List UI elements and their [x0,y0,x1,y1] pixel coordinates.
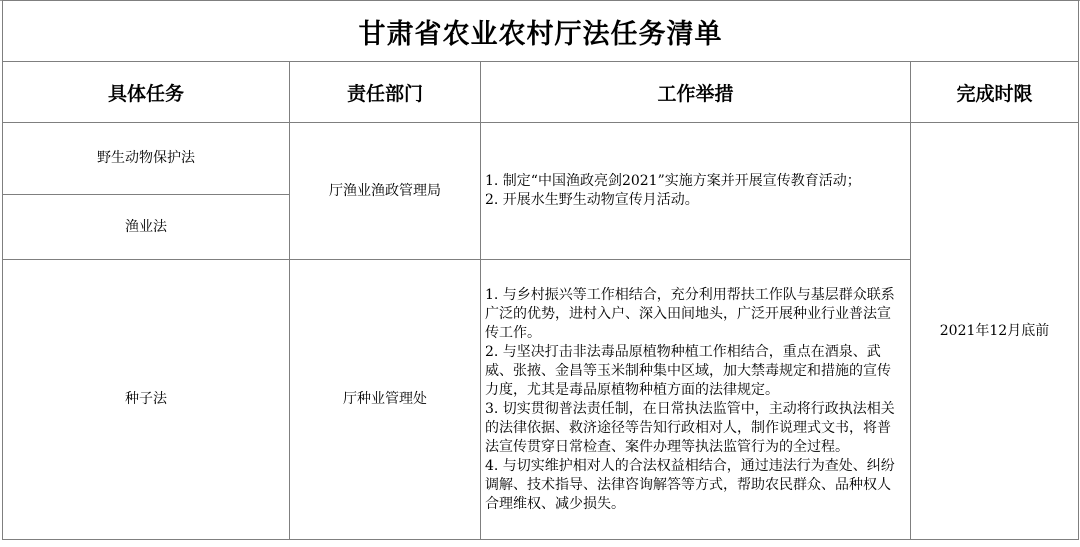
task-cell: 种子法 [3,260,290,540]
header-task: 具体任务 [3,62,290,123]
header-deadline: 完成时限 [911,62,1079,123]
measure-item: 4. 与切实维护相对人的合法权益相结合，通过违法行为查处、纠纷调解、技术指导、法律咨询解答等方式，帮助农民群众、品种权人合理维权、减少损失。 [485,457,895,512]
task-cell: 野生动物保护法 [3,123,290,195]
department-cell: 厅渔业渔政管理局 [290,123,481,260]
task-cell: 渔业法 [3,195,290,260]
measures-cell [481,260,911,540]
deadline-cell: 2021年12月底前 [911,123,1079,540]
header-department: 责任部门 [290,62,481,123]
department-cell: 厅种业管理处 [290,260,481,540]
measure-item: 3. 切实贯彻普法责任制，在日常执法监管中，主动将行政执法相关的法律依据、救济途径等告知行政相对人，制作说理式文书，将普法宣传贯穿日常检查、案件办理等执法监管行为的全过程。 [485,400,895,455]
measure-item: 1. 制定“中国渔政亮剑2021”实施方案并开展宣传教育活动； [485,173,861,189]
header-measures: 工作举措 [481,62,911,123]
measure-item: 2. 与坚决打击非法毒品原植物种植工作相结合，重点在酒泉、武威、张掖、金昌等玉米制种集中区域，加大禁毒规定和措施的宣传力度，尤其是毒品原植物种植方面的法律规定。 [485,343,891,398]
page-title: 甘肃省农业农村厅法任务清单 [3,1,1079,62]
table-row [3,123,1079,195]
measure-item: 1. 与乡村振兴等工作相结合，充分利用帮扶工作队与基层群众联系广泛的优势，进村入户、深入田间地头，广泛开展种业行业普法宣传工作。 [485,286,895,341]
measure-item: 2. 开展水生野生动物宣传月活动。 [485,192,699,208]
task-table [2,0,1079,540]
measures-cell [481,123,911,260]
